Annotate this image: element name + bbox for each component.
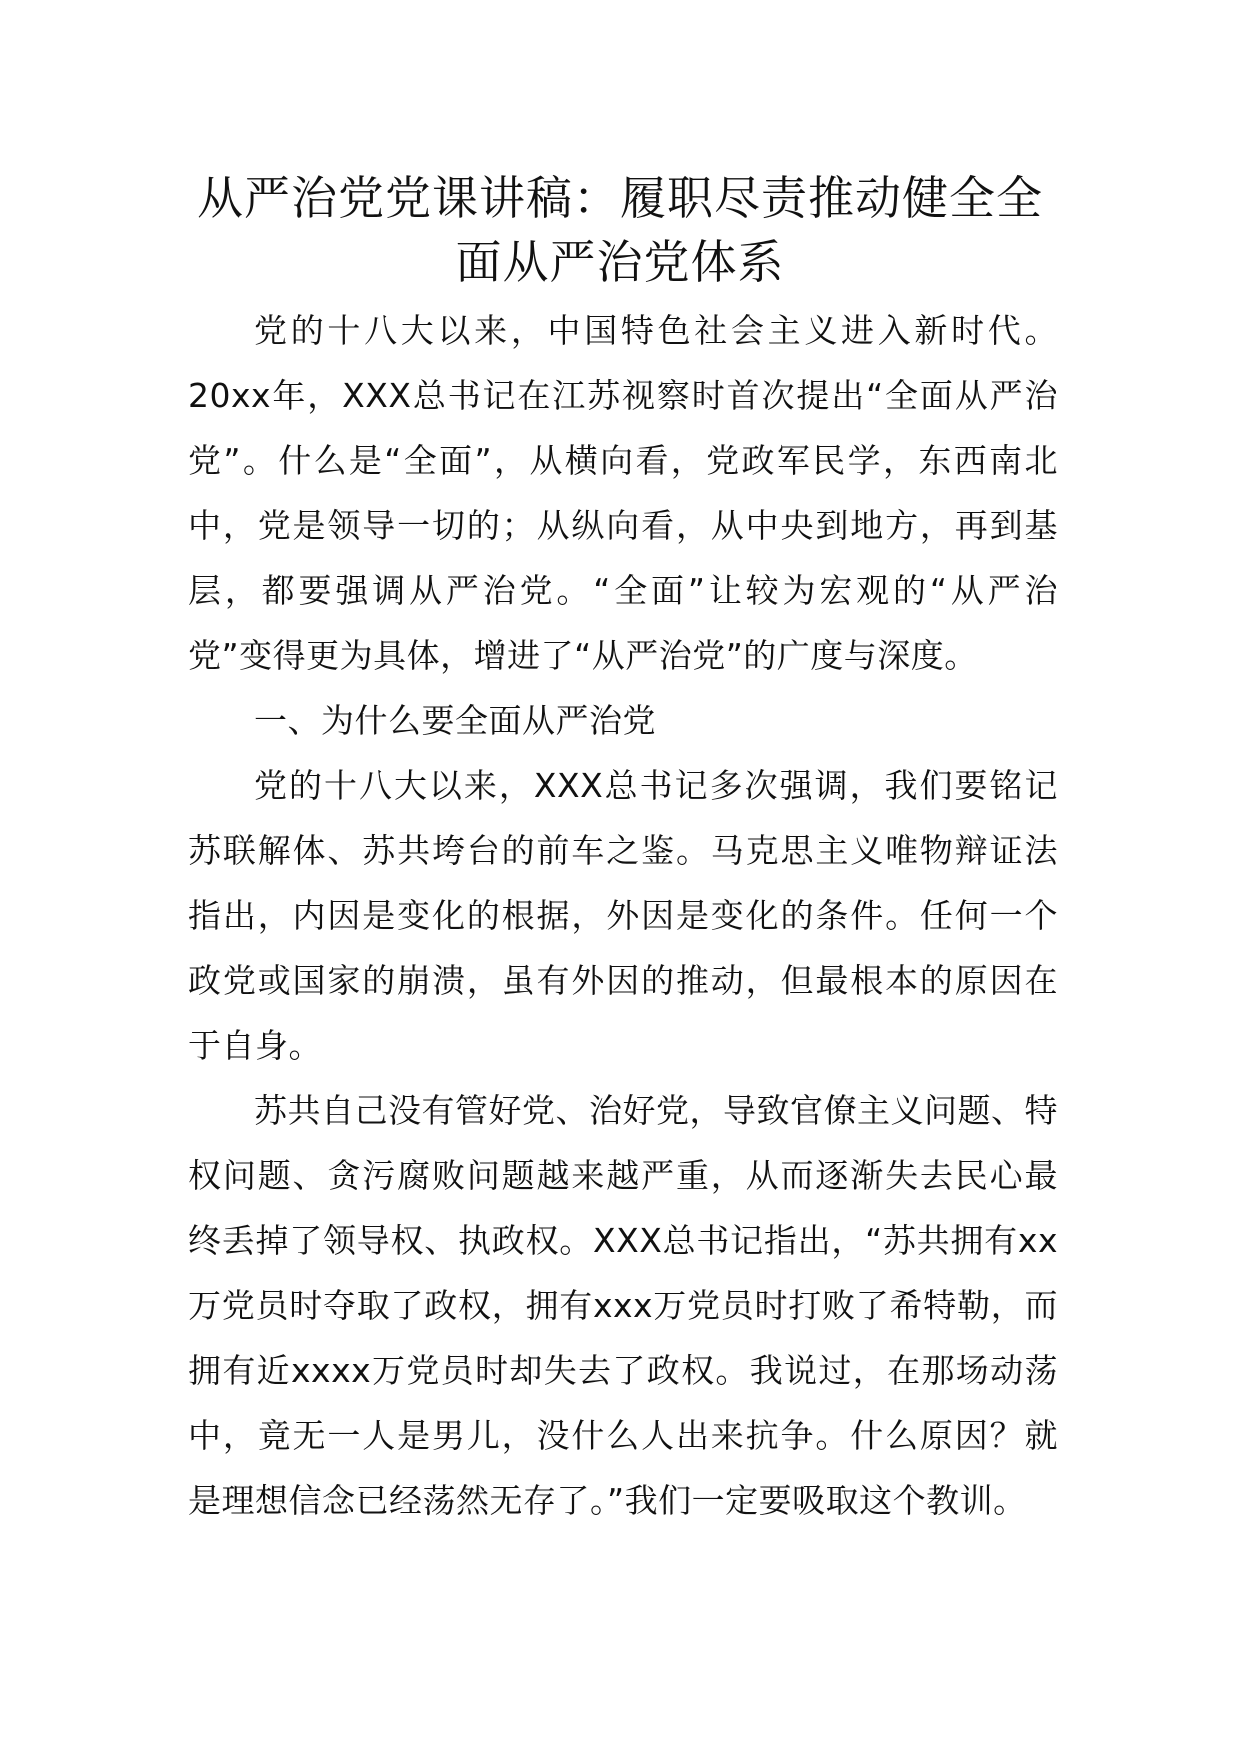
- paragraph-intro: 党的十八大以来，中国特色社会主义进入新时代。20xx年，XXX总书记在江苏视察时首次提出“全面从严治党”。什么是“全面”，从横向看，党政军民学，东西南北中，党是领导一切的；从纵向看，从中央到地方，再到基层，都要强调从严治党。“全面”让较为宏观的“从严治党”变得更为具体，增进了“从严治党”的广度与深度。: [188, 311, 1058, 675]
- section-heading-1: 一、为什么要全面从严治党: [254, 701, 656, 740]
- title-line-1: 从严治党党课讲稿：履职尽责推动健全全: [197, 171, 1043, 225]
- document-title: [150, 166, 1090, 294]
- paragraph-3: 苏共自己没有管好党、治好党，导致官僚主义问题、特权问题、贪污腐败问题越来越严重，从而逐渐失去民心最终丢掉了领导权、执政权。XXX总书记指出，“苏共拥有xx万党员时夺取了政权，拥有xxx万党员时打败了希特勒，而拥有近xxxx万党员时却失去了政权。我说过，在那场动荡中，竟无一人是男儿，没什么人出来抗争。什么原因？就是理想信念已经荡然无存了。”我们一定要吸取这个教训。: [188, 1091, 1058, 1520]
- document-body: [188, 298, 1058, 1533]
- title-line-2: 面从严治党体系: [455, 235, 785, 289]
- paragraph-2: 党的十八大以来，XXX总书记多次强调，我们要铭记苏联解体、苏共垮台的前车之鉴。马克思主义唯物辩证法指出，内因是变化的根据，外因是变化的条件。任何一个政党或国家的崩溃，虽有外因的推动，但最根本的原因在于自身。: [188, 766, 1058, 1065]
